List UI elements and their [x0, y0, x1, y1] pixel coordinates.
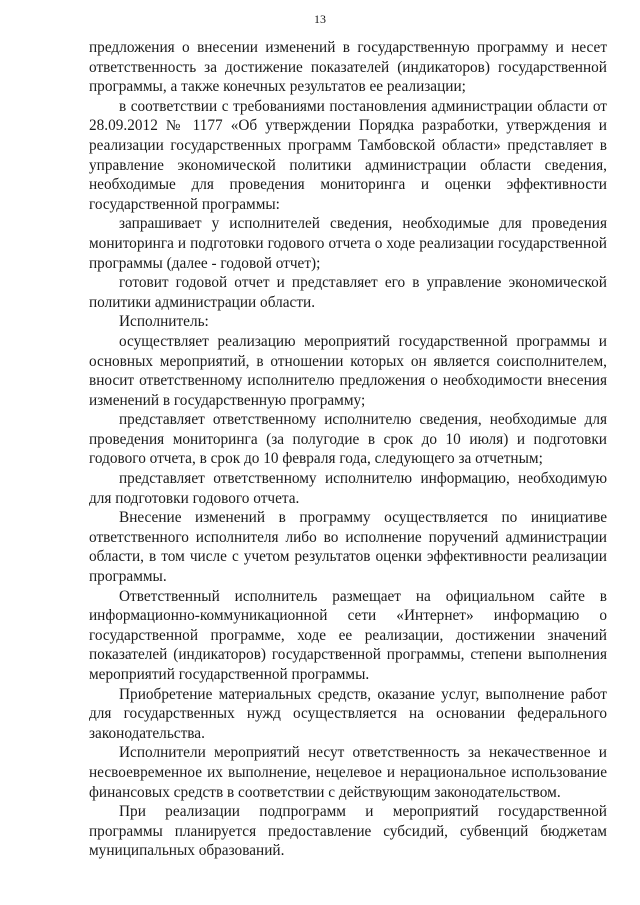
paragraph: Приобретение материальных средств, оказание услуг, выполнение работ для государственных нужд осуществляется на основании федерального законодательства. — [89, 685, 607, 742]
paragraph-heading: Исполнитель: — [119, 313, 209, 331]
paragraph: представляет ответственному исполнителю информацию, необходимую для подготовки годового отчета. — [89, 470, 607, 507]
paragraph: При реализации подпрограмм и мероприятий государственной программы планируется предоставление субсидий, субвенций бюджетам муниципальных образований. — [89, 803, 607, 860]
paragraph: Исполнители мероприятий несут ответственность за некачественное и несвоевременное их выполнение, нецелевое и нерациональное использование финансовых средств в соответствии с действующим законодательством. — [89, 744, 607, 801]
paragraph: Ответственный исполнитель размещает на официальном сайте в информационно-коммуникационной сети «Интернет» информацию о государственной программе, ходе ее реализации, достижении значений показателей (индикаторов) государственной программы, степени выполнения мероприятий государственной программы. — [89, 587, 607, 683]
paragraph: Внесение изменений в программу осуществляется по инициативе ответственного исполнителя либо во исполнение поручений администрации области, в том числе с учетом результатов оценки эффективности реализации программы. — [89, 509, 607, 586]
paragraph: осуществляет реализацию мероприятий государственной программы и основных мероприятий, в отношении которых он является соисполнителем, вносит ответственному исполнителю предложения о необходимости внесения изменений в государственную программу; — [89, 332, 607, 409]
paragraph: в соответствии с требованиями постановления администрации области от 28.09.2012 № 1177 «Об утверждении Порядка разработки, утверждения и реализации государственных программ Тамбовской области» представляет в управление экономической политики администрации области сведения, необходимые для проведения мониторинга и оценки эффективности государственной программы: — [89, 97, 607, 213]
paragraph: представляет ответственному исполнителю сведения, необходимые для проведения мониторинга (за полугодие в срок до 10 июля) и подготовки годового отчета, в срок до 10 февраля года, следующего за отчетным; — [89, 411, 607, 468]
page-number: 13 — [314, 12, 326, 26]
paragraph: запрашивает у исполнителей сведения, необходимые для проведения мониторинга и подготовки годового отчета о ходе реализации государственной программы (далее - годовой отчет); — [89, 215, 607, 272]
document-body — [89, 38, 607, 861]
paragraph-continuation: предложения о внесении изменений в государственную программу и несет ответственность за достижение показателей (индикаторов) государственной программы, а также конечных результатов ее реализации; — [89, 39, 607, 96]
paragraph: готовит годовой отчет и представляет его в управление экономической политики администрации области. — [89, 274, 607, 311]
